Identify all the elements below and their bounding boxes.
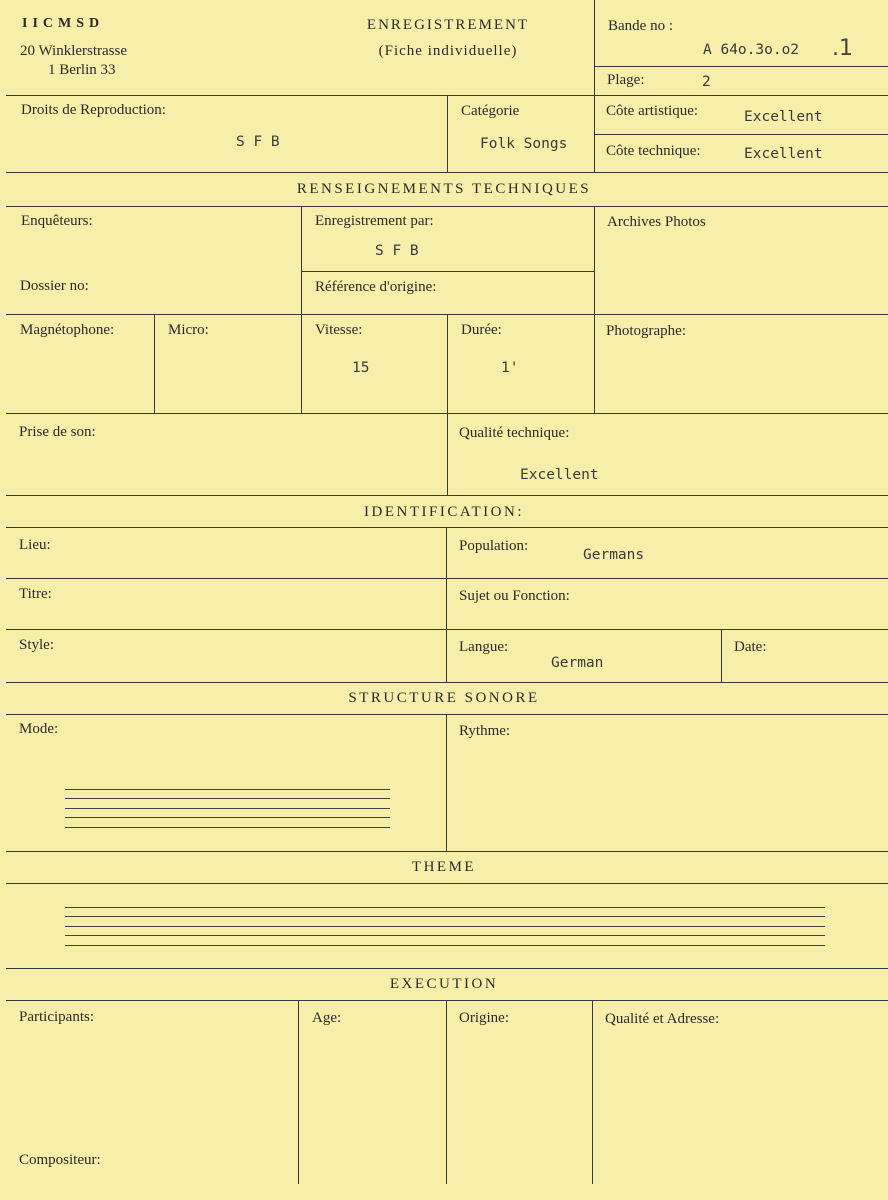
rule: [594, 206, 595, 413]
categorie-label: Catégorie: [461, 103, 520, 119]
titre-label: Titre:: [19, 586, 52, 602]
plage-value: 2: [702, 74, 711, 90]
institute-logo: IICMSD: [22, 16, 105, 31]
section-heading-theme: THEME: [411, 859, 477, 875]
address-line-2: 1 Berlin 33: [48, 62, 116, 78]
rule: [6, 682, 888, 683]
section-heading-technique: RENSEIGNEMENTS TECHNIQUES: [296, 181, 592, 197]
participants-label: Participants:: [19, 1009, 94, 1025]
rule: [594, 95, 595, 172]
dossier-label: Dossier no:: [20, 278, 89, 294]
cote-technique-value: Excellent: [744, 146, 823, 162]
vitesse-value: 15: [352, 360, 370, 376]
duree-value: 1': [501, 360, 519, 376]
form-title: ENREGISTREMENT: [366, 17, 530, 33]
rule: [446, 714, 447, 851]
rule: [6, 206, 888, 207]
rule: [6, 968, 888, 969]
prise-de-son-label: Prise de son:: [19, 424, 96, 440]
rule: [6, 629, 888, 630]
rule: [447, 314, 448, 495]
population-value: Germans: [583, 547, 645, 563]
rule: [594, 66, 888, 67]
rule: [301, 271, 594, 272]
cote-artistique-label: Côte artistique:: [606, 103, 699, 119]
cote-technique-label: Côte technique:: [606, 143, 701, 159]
archives-photos-label: Archives Photos: [607, 214, 706, 230]
population-label: Population:: [459, 538, 529, 554]
qualite-technique-value: Excellent: [520, 467, 599, 483]
style-label: Style:: [19, 637, 55, 653]
age-label: Age:: [312, 1010, 342, 1026]
bande-handwritten-number: .1: [832, 36, 853, 61]
reference-label: Référence d'origine:: [315, 279, 437, 295]
droits-value: S F B: [236, 134, 280, 150]
mode-label: Mode:: [19, 721, 59, 737]
bande-value: A 64o.3o.o2: [703, 42, 800, 58]
enregistrement-par-label: Enregistrement par:: [315, 213, 434, 229]
rule: [6, 172, 888, 173]
magnetophone-label: Magnétophone:: [20, 322, 115, 338]
langue-value: German: [551, 655, 604, 671]
rythme-label: Rythme:: [459, 723, 511, 739]
duree-label: Durée:: [461, 322, 502, 338]
qualite-technique-label: Qualité technique:: [459, 425, 570, 441]
rule: [6, 578, 888, 579]
plage-label: Plage:: [607, 72, 645, 88]
rule: [721, 629, 722, 682]
form-subtitle: (Fiche individuelle): [378, 43, 518, 59]
address-line-1: 20 Winklerstrasse: [20, 43, 128, 59]
sujet-label: Sujet ou Fonction:: [459, 588, 570, 604]
section-heading-structure: STRUCTURE SONORE: [348, 690, 540, 706]
section-heading-execution: EXECUTION: [389, 976, 499, 992]
rule: [301, 206, 302, 413]
cote-artistique-value: Excellent: [744, 109, 823, 125]
origine-label: Origine:: [459, 1010, 509, 1026]
rule: [6, 1000, 888, 1001]
lieu-label: Lieu:: [19, 537, 51, 553]
rule: [446, 527, 447, 682]
langue-label: Langue:: [459, 639, 509, 655]
rule: [446, 1000, 447, 1184]
rule: [298, 1000, 299, 1184]
rule: [447, 95, 448, 172]
enqueteurs-label: Enquêteurs:: [21, 213, 93, 229]
rule: [6, 883, 888, 884]
bande-label: Bande no :: [608, 18, 673, 34]
micro-label: Micro:: [168, 322, 209, 338]
vitesse-label: Vitesse:: [315, 322, 363, 338]
rule: [154, 314, 155, 413]
photographe-label: Photographe:: [606, 323, 686, 339]
date-label: Date:: [734, 639, 767, 655]
rule: [6, 714, 888, 715]
qualite-adresse-label: Qualité et Adresse:: [605, 1011, 720, 1027]
rule: [594, 134, 888, 135]
section-heading-identification: IDENTIFICATION:: [364, 504, 524, 520]
rule: [6, 851, 888, 852]
categorie-value: Folk Songs: [480, 136, 568, 152]
enregistrement-par-value: S F B: [375, 243, 419, 259]
droits-label: Droits de Reproduction:: [21, 102, 166, 118]
rule: [592, 1000, 593, 1184]
rule: [6, 495, 888, 496]
compositeur-label: Compositeur:: [19, 1152, 101, 1168]
rule: [6, 527, 888, 528]
